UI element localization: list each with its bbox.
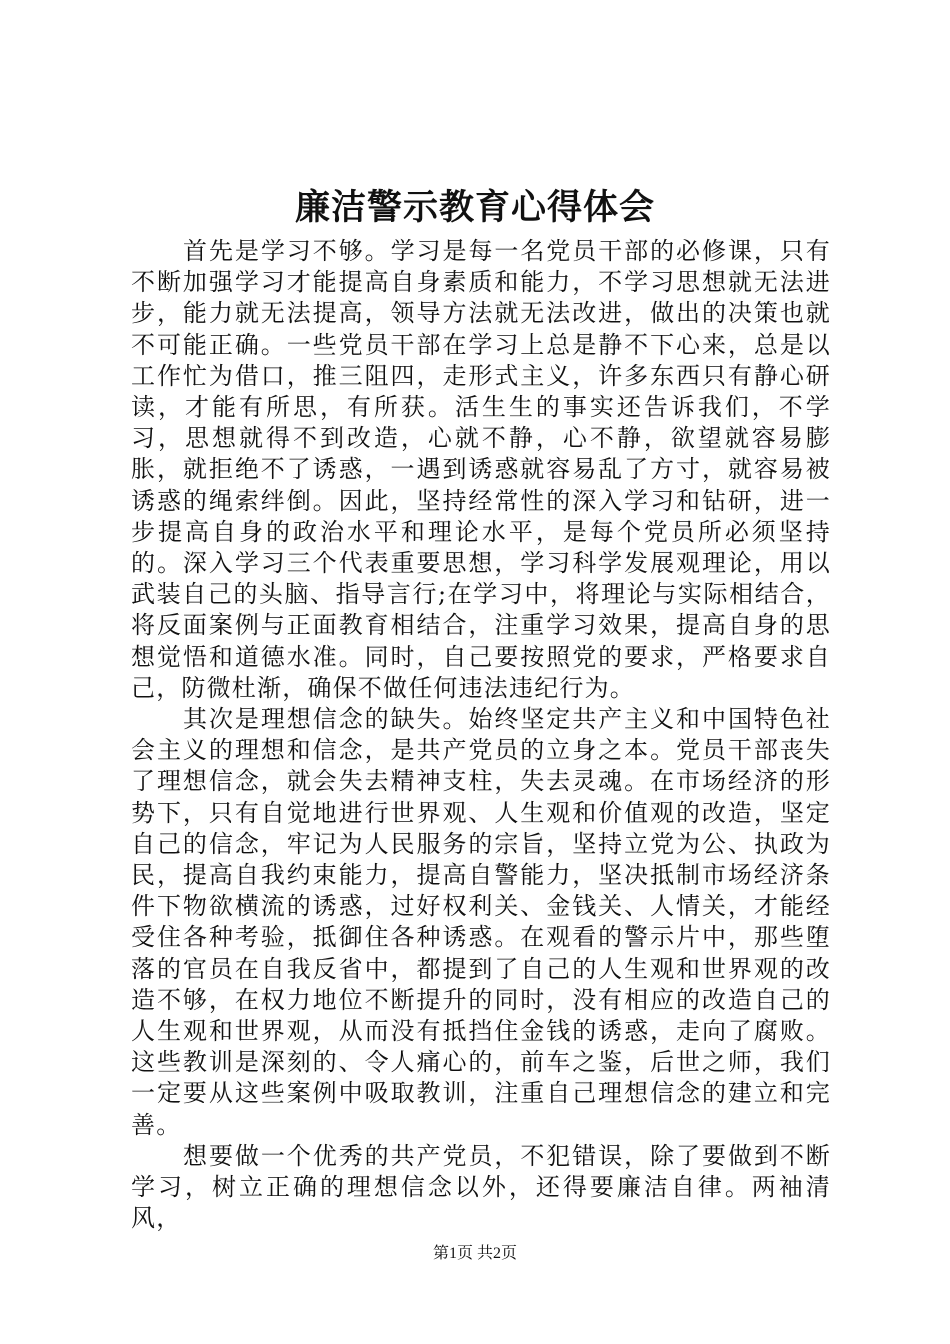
page-number-footer: 第1页 共2页 [432,1245,517,1262]
paragraph-2: 其次是理想信念的缺失。始终坚定共产主义和中国特色社会主义的理想和信念，是共产党员的立身之本。党员干部丧失了理想信念，就会失去精神支柱，失去灵魂。在市场经济的形势下，只有自觉地进行世界观、人生观和价值观的改造，坚定自己的信念，牢记为人民服务的宗旨，坚持立党为公、执政为民，提高自我约束能力，提高自警能力，坚决抵制市场经济条件下物欲横流的诱惑，过好权利关、金钱关、人情关，才能经受住各种考验，抵御住各种诱惑。在观看的警示片中，那些堕落的官员在自我反省中，都提到了自己的人生观和世界观的改造不够，在权力地位不断提升的同时，没有相应的改造自己的人生观和世界观，从而没有抵挡住金钱的诱惑，走向了腐败。这些教训是深刻的、令人痛心的，前车之鉴，后世之师，我们一定要从这些案例中吸取教训，注重自己理想信念的建立和完善。 [131,705,831,1139]
paragraph-1: 首先是学习不够。学习是每一名党员干部的必修课，只有不断加强学习才能提高自身素质和能力，不学习思想就无法进步，能力就无法提高，领导方法就无法改进，做出的决策也就不可能正确。一些党员干部在学习上总是静不下心来，总是以工作忙为借口，推三阻四，走形式主义，许多东西只有静心研读，才能有所思，有所获。活生生的事实还告诉我们，不学习，思想就得不到改造，心就不静，心不静，欲望就容易膨胀，就拒绝不了诱惑，一遇到诱惑就容易乱了方寸，就容易被诱惑的绳索绊倒。因此，坚持经常性的深入学习和钻研，进一步提高自身的政治水平和理论水平，是每个党员所必须坚持的。深入学习三个代表重要思想，学习科学发展观理论，用以武装自己的头脑、指导言行;在学习中，将理论与实际相结合，将反面案例与正面教育相结合，注重学习效果，提高自身的思想觉悟和道德水准。同时，自己要按照党的要求，严格要求自己，防微杜渐，确保不做任何违法违纪行为。 [131,237,831,702]
document-body [131,236,831,1235]
paragraph-3: 想要做一个优秀的共产党员，不犯错误，除了要做到不断学习，树立正确的理想信念以外，还得要廉洁自律。两袖清风， [131,1141,831,1233]
document-title: 廉洁警示教育心得体会 [294,188,655,228]
